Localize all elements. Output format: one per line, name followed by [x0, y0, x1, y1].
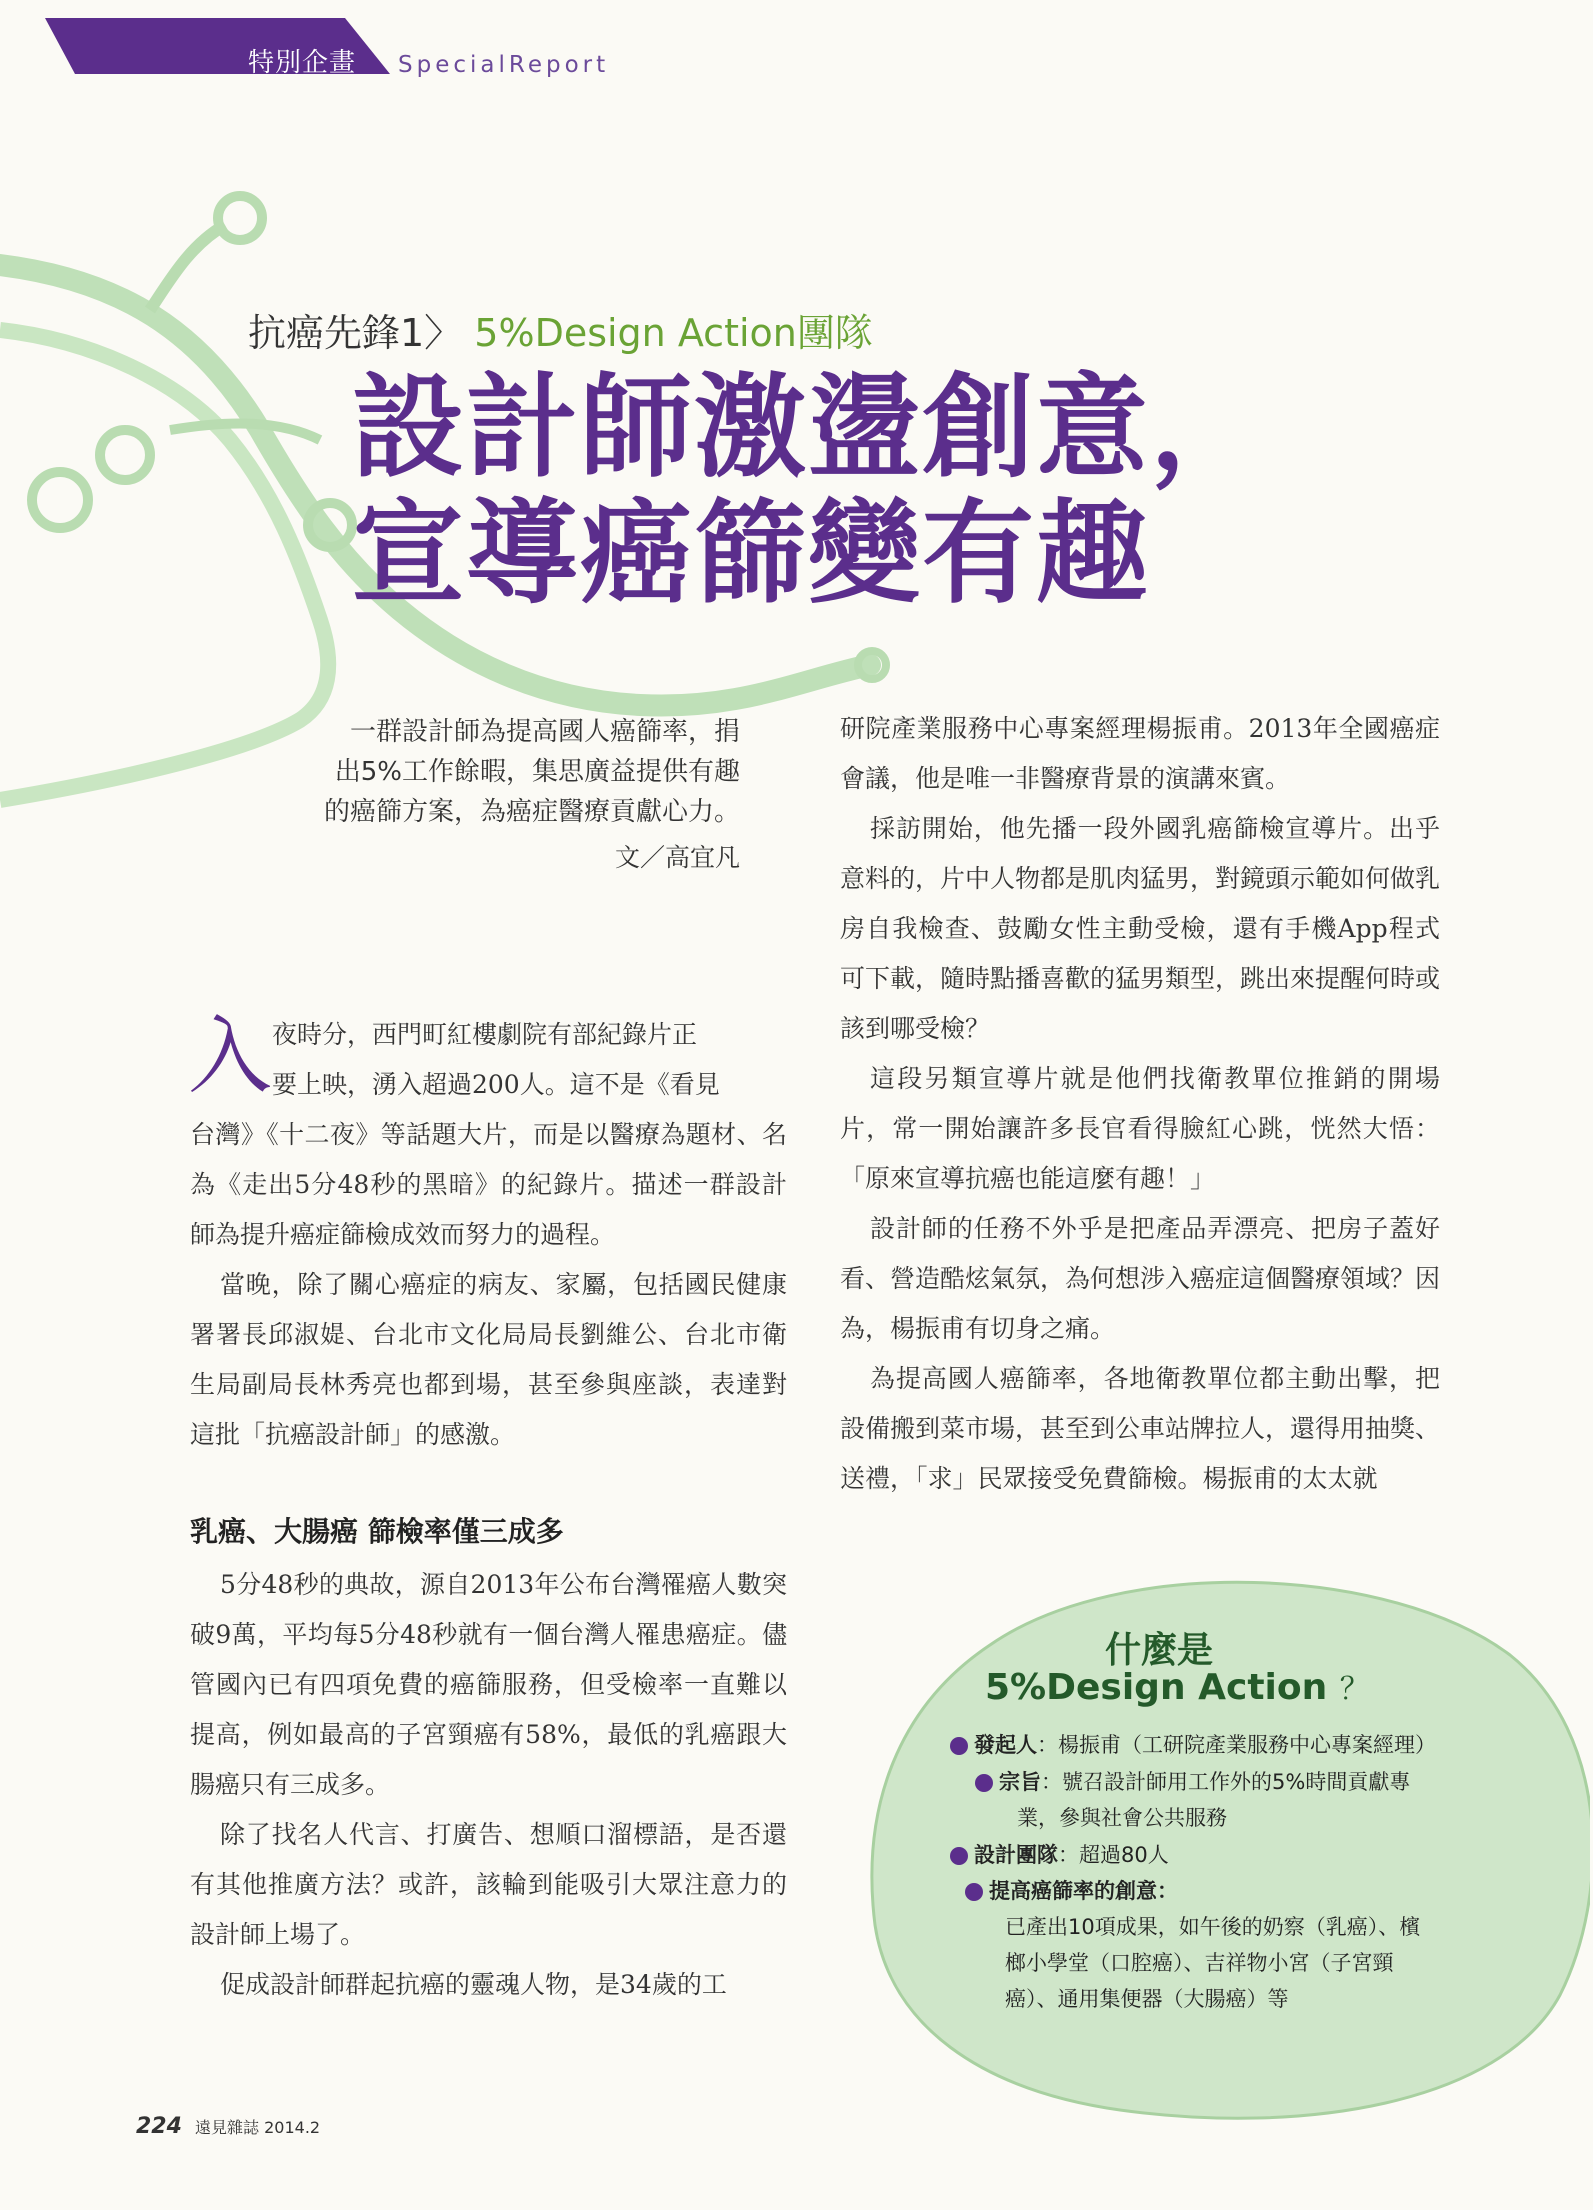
- bullet-icon: [950, 1847, 968, 1865]
- lead-line-2: 出5%工作餘暇，集思廣益提供有趣: [334, 757, 740, 787]
- info-purpose-value-1: ：號召設計師用工作外的5%時間貢獻專: [1041, 1770, 1411, 1794]
- lead-line-3: 的癌篩方案，為癌症醫療貢獻心力。: [323, 797, 740, 827]
- article-lead: [180, 712, 740, 832]
- info-idea: [965, 1874, 1178, 1908]
- right-paragraph-4: 設計師的任務不外乎是把產品弄漂亮、把房子蓋好看、營造酷炫氣氛，為何想涉入癌症這個醫療領域？因為，楊振甫有切身之痛。: [840, 1214, 1441, 1343]
- info-box-question-name: 5%Design Action: [985, 1667, 1328, 1708]
- right-paragraph-2: 採訪開始，他先播一段外國乳癌篩檢宣導片。出乎意料的，片中人物都是肌肉猛男，對鏡頭示範如何做乳房自我檢查、鼓勵女性主動受檢，還有手機App程式可下載，隨時點播喜歡的猛男類型，跳出來提醒何時或該到哪受檢？: [840, 814, 1441, 1043]
- section-tab-label: 特別企畫: [248, 48, 357, 78]
- info-box-question-line-1: 什麼是: [1105, 1630, 1214, 1671]
- bullet-icon: [950, 1737, 968, 1755]
- info-purpose-label: 宗旨: [999, 1770, 1041, 1794]
- drop-cap: 入: [188, 1007, 273, 1105]
- bullet-icon: [965, 1883, 983, 1901]
- info-idea-line-1: 已產出10項成果，如午後的奶察（乳癌）、檳: [1005, 1915, 1421, 1939]
- paragraph-3: 5分48秒的典故，源自2013年公布台灣罹癌人數突破9萬，平均每5分48秒就有一個台灣人罹患癌症。儘管國內已有四項免費的癌篩服務，但受檢率一直難以提高，例如最高的子宮頸癌有58%，最低的乳癌跟大腸癌只有三成多。: [190, 1570, 787, 1799]
- paragraph-1-line-a: 夜時分，西門町紅樓劇院有部紀錄片正: [272, 1020, 698, 1049]
- info-idea-label: 提高癌篩率的創意: [989, 1879, 1157, 1903]
- byline: 文／高宜凡: [614, 843, 740, 872]
- section-subhead: 乳癌、大腸癌 篩檢率僅三成多: [190, 1515, 564, 1548]
- info-box-question-line-2: [985, 1664, 1370, 1708]
- info-idea-line-3: 癌）、通用集便器（大腸癌）等: [1005, 1987, 1289, 2011]
- info-purpose: [975, 1765, 1410, 1799]
- title-line-2: 宣導癌篩變有趣: [352, 488, 1150, 619]
- paragraph-2: 當晚，除了關心癌症的病友、家屬，包括國民健康署署長邱淑媞、台北市文化局局長劉維公、台北市衛生局副局長林秀亮也都到場，甚至參與座談，表達對這批「抗癌設計師」的感激。: [190, 1270, 787, 1449]
- right-paragraph-3: 這段另類宣導片就是他們找衛教單位推銷的開場片，常一開始讓許多長官看得臉紅心跳，恍然大悟：「原來宣導抗癌也能這麼有趣！」: [840, 1064, 1440, 1193]
- bullet-icon: [975, 1774, 993, 1792]
- info-box-question-mark: ？: [1339, 1672, 1370, 1707]
- left-column-bottom: [190, 1560, 787, 2010]
- info-team-value: ：超過80人: [1058, 1843, 1169, 1867]
- info-idea-colon: ：: [1157, 1879, 1178, 1903]
- info-founder-label: 發起人: [974, 1733, 1037, 1757]
- series-team: 5%Design Action團隊: [474, 311, 873, 355]
- article-title: [352, 362, 1264, 619]
- page-number: 224: [136, 2114, 182, 2139]
- section-english-label: SpecialReport: [398, 52, 610, 78]
- info-founder: [950, 1728, 1436, 1762]
- title-line-1: 設計師激盪創意，: [352, 362, 1264, 493]
- right-column: [840, 704, 1440, 1504]
- series-number: 抗癌先鋒1〉: [248, 311, 463, 355]
- left-column-top: [188, 1007, 787, 1460]
- right-paragraph-1: 研院產業服務中心專案經理楊振甫。2013年全國癌症會議，他是唯一非醫療背景的演講來賓。: [840, 714, 1440, 793]
- paragraph-1-rest: 台灣》《十二夜》等話題大片，而是以醫療為題材、名為《走出5分48秒的黑暗》的紀錄片。描述一群設計師為提升癌症篩檢成效而努力的過程。: [190, 1120, 787, 1249]
- paragraph-5: 促成設計師群起抗癌的靈魂人物，是34歲的工: [220, 1970, 727, 1999]
- series-label: [248, 302, 873, 357]
- magazine-issue: 遠見雜誌 2014.2: [195, 2118, 321, 2137]
- paragraph-1-line-b: 要上映，湧入超過200人。這不是《看見: [272, 1070, 720, 1099]
- paragraph-1: [188, 1007, 787, 1260]
- info-team-label: 設計團隊: [974, 1843, 1058, 1867]
- right-paragraph-5: 為提高國人癌篩率，各地衛教單位都主動出擊，把設備搬到菜市場，甚至到公車站牌拉人，還得用抽獎、送禮，「求」民眾接受免費篩檢。楊振甫的太太就: [840, 1364, 1441, 1493]
- lead-line-1: 一群設計師為提高國人癌篩率，捐: [349, 717, 740, 747]
- info-founder-value: ：楊振甫（工研院產業服務中心專案經理）: [1037, 1733, 1436, 1757]
- info-purpose-cont: 業，參與社會公共服務: [1017, 1806, 1227, 1830]
- info-idea-line-2: 榔小學堂（口腔癌）、吉祥物小宮（子宮頸: [1005, 1951, 1394, 1975]
- info-team: [950, 1838, 1169, 1872]
- page-footer: [136, 2114, 320, 2139]
- paragraph-4: 除了找名人代言、打廣告、想順口溜標語，是否還有其他推廣方法？或許，該輪到能吸引大眾注意力的設計師上場了。: [190, 1820, 787, 1949]
